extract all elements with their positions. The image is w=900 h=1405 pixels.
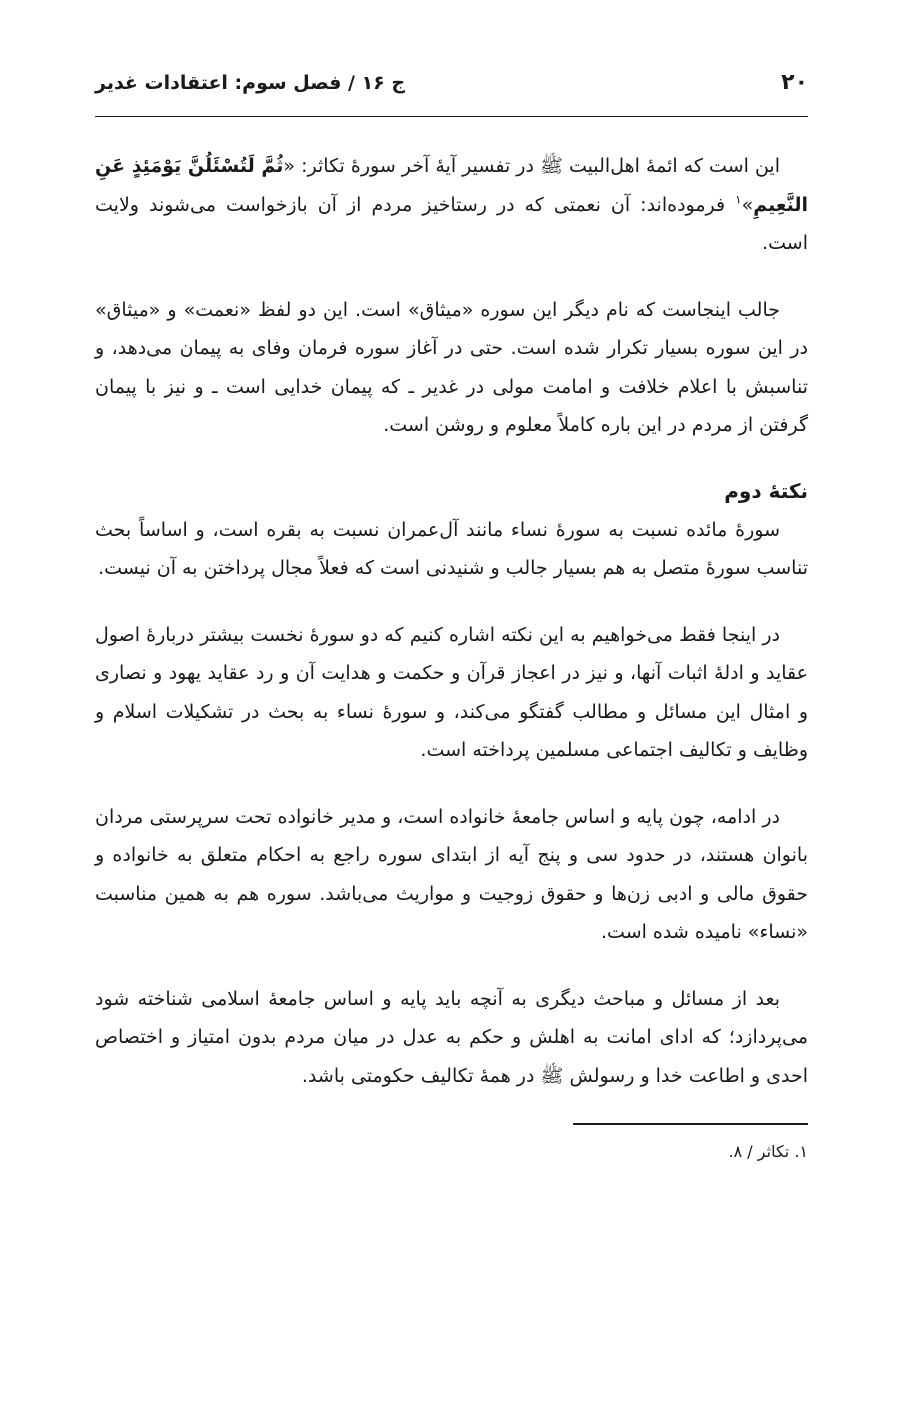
paragraph-5: در ادامه، چون پایه و اساس جامعۀ خانواده است، و مدیر خانواده تحت سرپرستی مردان بانوان هستند، در حدود سی و پنج آیه از ابتدای سوره راجع به احکام متعلق به خانواده و حقوق مالی و ادبی زن‌ها و حقوق زوجیت و مواریث می‌باشد. سوره هم به همین مناسبت «نساء» نامیده شده است.	[95, 805, 808, 943]
page-number: ۲۰	[781, 70, 808, 95]
paragraph-1	[95, 147, 808, 263]
paragraph-1-lead: این است که ائمۀ اهل‌البیت ﷺ در تفسیر آیۀ آخر سورۀ تکاثر: «	[283, 155, 780, 177]
page-content	[95, 147, 808, 1165]
footnote-1: ۱. تکاثر / ۸.	[728, 1142, 808, 1161]
paragraph-4: در اینجا فقط می‌خواهیم به این نکته اشاره کنیم که دو سورۀ نخست بیشتر دربارۀ اصول عقاید و ادلۀ اثبات آنها، و نیز در اعجاز قرآن و حکمت و هدایت آن و رد عقاید یهود و نصاری و امثال این مسائل و مطالب گفتگو می‌کند، و سورۀ نساء به بحث در تشکیلات اسلام و وظایف و تکالیف اجتماعی مسلمین پرداخته است.	[95, 623, 808, 761]
quote-close: »	[741, 193, 754, 216]
book-page	[95, 70, 808, 1405]
quran-verse: ثُمَّ لَتُسْئَلُنَّ يَوْمَئِذٍ عَنِ النَّعِيمِ	[95, 155, 808, 216]
paragraph-6: بعد از مسائل و مباحث دیگری به آنچه باید پایه و اساس جامعۀ اسلامی شناخته شود می‌پردازد؛ که ادای امانت به اهلش و حکم به عدل در میان مردم بدون امتیاز و اختصاص احدی و اطاعت خدا و رسولش ﷺ در همۀ تکالیف حکومتی باشد.	[95, 987, 808, 1087]
footnote-marker[interactable]: ۱	[735, 192, 742, 207]
running-head: ج ۱۶ / فصل سوم: اعتقادات غدیر	[95, 72, 406, 94]
footnote-divider	[573, 1123, 808, 1125]
page-header	[95, 70, 808, 117]
paragraph-3: سورۀ مائده نسبت به سورۀ نساء مانند آل‌عمران نسبت به بقره است، و اساساً بحث تناسب سورۀ متصل به هم بسیار جالب و شنیدنی است که فعلاً مجال پرداختن به آن نیست.	[95, 518, 808, 579]
paragraph-2: جالب اینجاست که نام دیگر این سوره «میثاق» است. این دو لفظ «نعمت» و «میثاق» در این سوره بسیار تکرار شده است. حتی در آغاز سوره فرمان وفای به پیمان می‌دهد، و تناسبش با اعلام خلافت و امامت مولی در غدیر ـ که پیمان خدایی است ـ و نیز با پیمان گرفتن از مردم در این باره کاملاً معلوم و روشن است.	[95, 298, 808, 436]
paragraph-1-rest: فرموده‌اند: آن نعمتی که در رستاخیز مردم از آن بازخواست می‌شوند ولایت است.	[95, 193, 808, 254]
section-title: نکتۀ دوم	[724, 478, 808, 503]
